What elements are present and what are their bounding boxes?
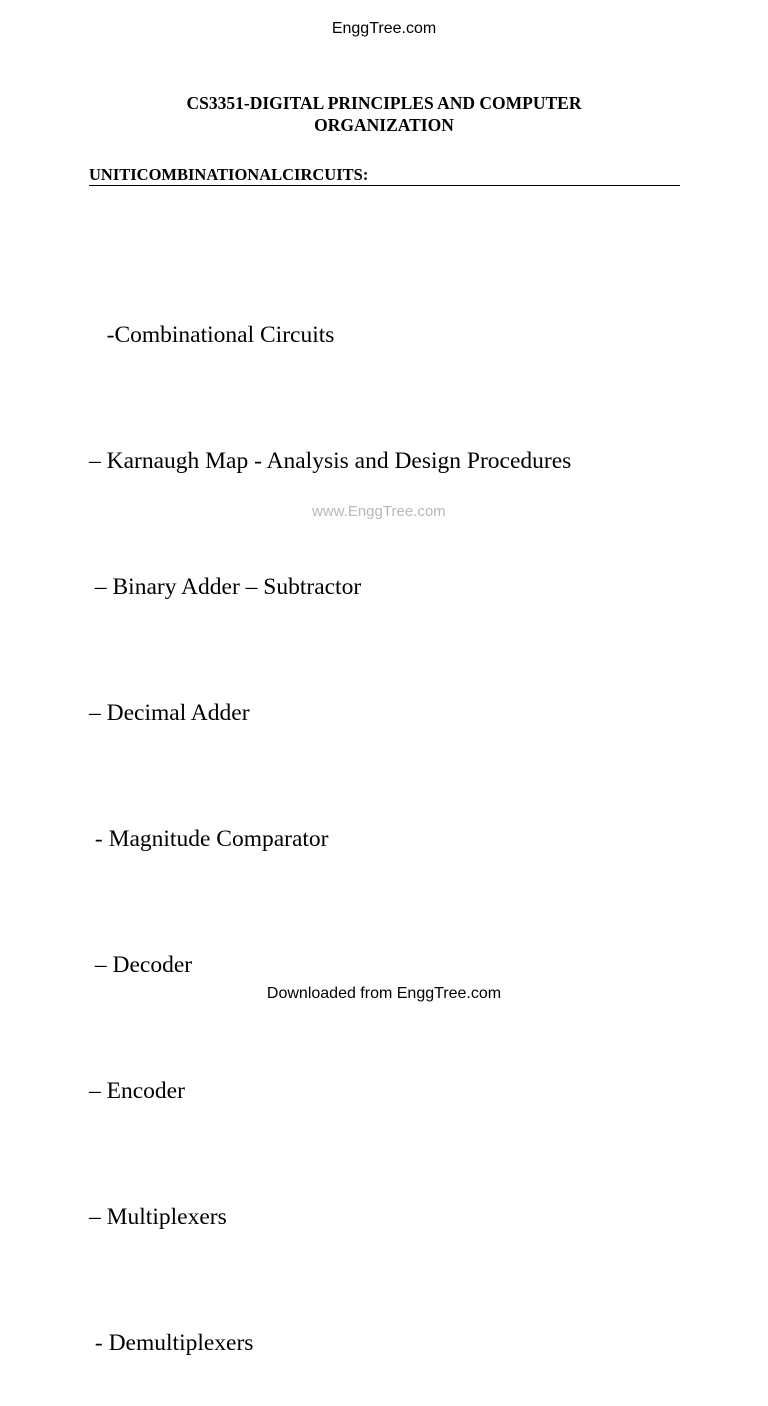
- topic-item-encoder: – Encoder: [89, 1078, 185, 1104]
- site-header: EnggTree.com: [331, 20, 437, 37]
- topic-item-karnaugh-map: – Karnaugh Map - Analysis and Design Procedures: [89, 448, 572, 474]
- topic-list: [89, 230, 571, 1406]
- unit-heading: UNITICOMBINATIONALCIRCUITS:: [89, 165, 680, 186]
- topic-item-decimal-adder: – Decimal Adder: [89, 700, 250, 726]
- topic-item-decoder: – Decoder: [89, 952, 193, 978]
- topic-item-multiplexers: – Multiplexers: [89, 1204, 227, 1230]
- document-title-line-2: ORGANIZATION: [314, 115, 454, 135]
- document-title: [0, 92, 768, 136]
- topic-item-demultiplexers: - Demultiplexers: [89, 1330, 254, 1356]
- document-title-line-1: CS3351-DIGITAL PRINCIPLES AND COMPUTER: [186, 93, 582, 113]
- watermark: www.EnggTree.com: [312, 503, 446, 520]
- topic-item-combinational-circuits: -Combinational Circuits: [89, 322, 335, 348]
- topic-item-magnitude-comparator: - Magnitude Comparator: [89, 826, 329, 852]
- site-footer: Downloaded from EnggTree.com: [266, 985, 502, 1002]
- topic-item-binary-adder-subtractor: – Binary Adder – Subtractor: [89, 574, 362, 600]
